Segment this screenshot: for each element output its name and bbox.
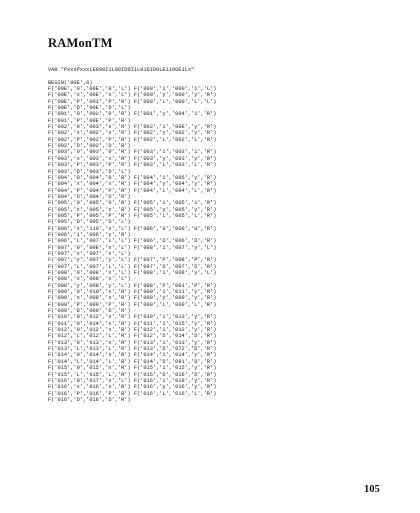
code-line: F('009','x','009','x','R') F('009','y','009','y','R') <box>48 295 217 302</box>
code-line: F('007','y','007','y','L') F('007','P','008','P','R') <box>48 257 217 264</box>
code-line: F('012','0','012','x','R') F('012','1','012','y','R') <box>48 327 217 334</box>
code-line: F('011','0','014','x','R') F('011','1','015','y','R') <box>48 320 217 327</box>
code-line: F('003','D','003','D','L') <box>48 168 131 175</box>
code-line: F('00E','x','00E','x','L') F('000','y','000','y','R') <box>48 92 217 99</box>
code-line: BEGIN('00E',0) <box>48 79 93 86</box>
code-line: F('004','0','004','0','R') F('004','1','005','y','R') <box>48 174 217 181</box>
code-line: F('003','x','003','x','R') F('003','y','003','y','R') <box>48 155 217 162</box>
code-line: F('014','0','014','x','R') F('014','1','014','y','R') <box>48 352 217 359</box>
code-line: F('006','L','007','L','L') F('006','D','006','D','R') <box>48 238 217 245</box>
code-line: F('006','1','006','y','R') <box>48 231 131 238</box>
code-line: F('00E','D','00E','D','L') <box>48 105 131 112</box>
code-line: F('00E','P','001','P','R') F('000','L','000','L','L') <box>48 98 217 105</box>
code-line: F('009','P','009','P','R') F('009','L','009','L','R') <box>48 301 217 308</box>
code-line: F('009','D','009','D','R') <box>48 308 131 315</box>
code-line: F('014','L','014','L','R') F('014','D','091','D','R') <box>48 358 217 365</box>
code-line: F('008','y','008','y','L') F('008','P','001','P','R') <box>48 282 217 289</box>
page-title: RAMonTM <box>48 36 113 50</box>
code-line: F('004','D','004','D','R') <box>48 193 131 200</box>
code-line: F('016','P','016','P','R') F('016','L','016','L','R') <box>48 390 217 397</box>
code-line: F('002','0','003','x','R') F('002','1','00E','y','R') <box>48 124 217 131</box>
code-line: F('003','0','003','0','R') F('003','1','003','1','R') <box>48 149 217 156</box>
code-line: F('015','0','015','x','R') F('015','1','015','y','R') <box>48 365 217 372</box>
code-line: F('002','P','002','P','R') F('002','L','002','L','R') <box>48 136 217 143</box>
code-line: F('001','0','002','0','R') F('001','y','004','1','R') <box>48 111 217 118</box>
code-line: F('00E','0','00E','0','L') F('000','1','000','1','L') <box>48 86 217 93</box>
code-line: F('001','P','00E','P','R') <box>48 117 131 124</box>
code-line: F('013','0','013','x','R') F('013','1','013','y','R') <box>48 339 217 346</box>
code-line: F('007','x','007','x','L') <box>48 250 131 257</box>
code-line: F('005','x','005','x','R') F('005','y','005','y','R') <box>48 206 217 213</box>
code-line: F('007','0','00E','x','L') F('008','1','007','y','L') <box>48 244 217 251</box>
code-line: F('013','L','013','L','R') F('013','D','072','D','R') <box>48 346 217 353</box>
code-line: F('007','L','007','L','L') F('007','D','007','D','R') <box>48 263 217 270</box>
code-line: F('004','P','004','P','R') F('004','L','004','L','R') <box>48 187 217 194</box>
code-line: F('016','0','017','x','L') F('016','1','019','y','R') <box>48 377 217 384</box>
code-line: F('009','0','010','x','R') F('009','1','011','y','R') <box>48 289 217 296</box>
code-line: F('006','x','119','x','L') F('006','0','006','0','R') <box>48 225 217 232</box>
code-line: F('008','0','008','x','L') F('008','1','008','y','L') <box>48 270 217 276</box>
code-line: F('016','x','016','x','R') F('016','y','016','y','R') <box>48 384 217 391</box>
code-line: F('005','D','005','D','L') <box>48 219 131 226</box>
code-line: F('004','x','004','x','R') F('004','y','004','y','R') <box>48 181 217 188</box>
code-line: F('015','L','015','L','R') F('015','D','016','D','R') <box>48 371 217 378</box>
page-number: 105 <box>364 484 380 495</box>
code-line: F('005','0','005','0','R') F('005','1','005','1','R') <box>48 200 217 207</box>
code-line: F('002','x','002','x','R') F('002','y','002','y','R') <box>48 130 217 137</box>
code-line: F('005','P','005','P','R') F('005','L','005','L','R') <box>48 212 217 219</box>
code-line: F('008','x','008','x','L') <box>48 276 131 283</box>
code-line: F('010','0','012','x','R') F('010','1','013','y','R') <box>48 314 217 321</box>
code-line: F('012','L','012','L','R') F('012','D','014','D','R') <box>48 333 217 340</box>
code-line: F('002','D','002','D','R') <box>48 143 131 150</box>
code-line: F('016','D','016','D','R') <box>48 396 131 403</box>
code-line: F('003','P','003','P','R') F('003','L','003','L','R') <box>48 162 217 169</box>
code-listing <box>48 67 216 403</box>
var-line: VAR "PxxxPxxxLE800I1L00ID0I1L010ID0LE110OE1Lx" <box>48 67 195 73</box>
